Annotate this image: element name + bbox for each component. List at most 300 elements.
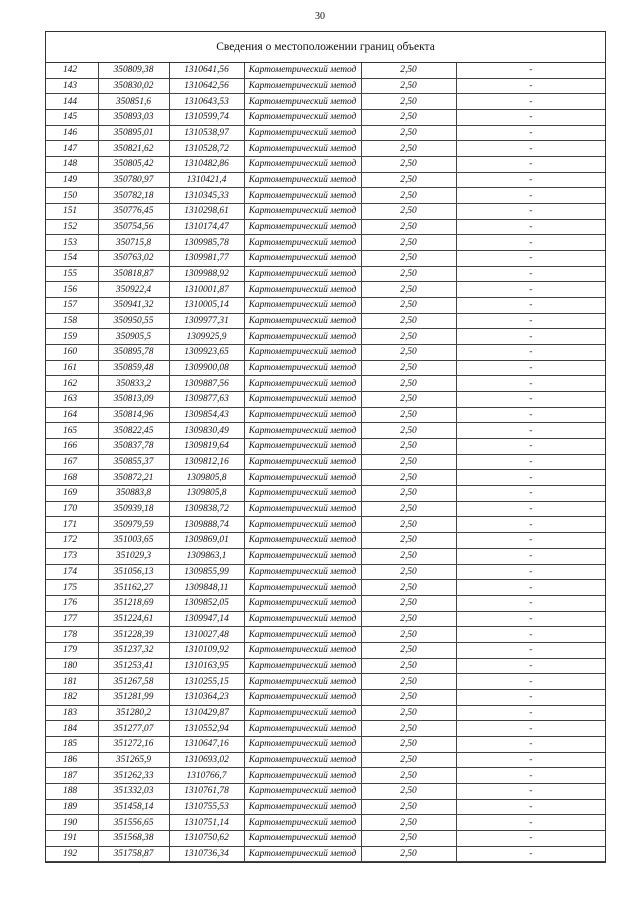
accuracy-cell: 2,50	[361, 721, 456, 737]
method-cell: Картометрический метод	[244, 345, 361, 361]
coordinate-y-cell: 1310482,86	[169, 157, 244, 173]
note-cell: -	[456, 172, 605, 188]
coordinate-x-cell: 350809,38	[98, 63, 169, 78]
accuracy-cell: 2,50	[361, 564, 456, 580]
note-cell: -	[456, 564, 605, 580]
note-cell: -	[456, 345, 605, 361]
coordinate-y-cell: 1310174,47	[169, 219, 244, 235]
coordinate-y-cell: 1309888,74	[169, 517, 244, 533]
accuracy-cell: 2,50	[361, 110, 456, 126]
table-row	[46, 266, 605, 282]
table-row	[46, 470, 605, 486]
coordinates-table	[46, 63, 605, 862]
table-row	[46, 674, 605, 690]
coordinate-x-cell: 351262,33	[98, 768, 169, 784]
coordinate-y-cell: 1310364,23	[169, 689, 244, 705]
coordinate-x-cell: 350855,37	[98, 454, 169, 470]
coordinate-y-cell: 1309805,8	[169, 486, 244, 502]
method-cell: Картометрический метод	[244, 282, 361, 298]
table-row	[46, 846, 605, 862]
coordinate-y-cell: 1310255,15	[169, 674, 244, 690]
coordinate-x-cell: 351253,41	[98, 658, 169, 674]
coordinate-x-cell: 350895,01	[98, 125, 169, 141]
method-cell: Картометрический метод	[244, 595, 361, 611]
note-cell: -	[456, 125, 605, 141]
point-number-cell: 168	[46, 470, 98, 486]
point-number-cell: 191	[46, 830, 98, 846]
table-row	[46, 172, 605, 188]
coordinate-y-cell: 1310755,53	[169, 799, 244, 815]
method-cell: Картометрический метод	[244, 188, 361, 204]
table-row	[46, 125, 605, 141]
point-number-cell: 171	[46, 517, 98, 533]
table-row	[46, 423, 605, 439]
accuracy-cell: 2,50	[361, 674, 456, 690]
table-row	[46, 548, 605, 564]
method-cell: Картометрический метод	[244, 439, 361, 455]
method-cell: Картометрический метод	[244, 846, 361, 862]
table-row	[46, 564, 605, 580]
coordinate-x-cell: 351332,03	[98, 783, 169, 799]
coordinate-x-cell: 350939,18	[98, 501, 169, 517]
note-cell: -	[456, 846, 605, 862]
note-cell: -	[456, 141, 605, 157]
method-cell: Картометрический метод	[244, 564, 361, 580]
coordinate-y-cell: 1309977,31	[169, 313, 244, 329]
accuracy-cell: 2,50	[361, 360, 456, 376]
coordinate-y-cell: 1310345,33	[169, 188, 244, 204]
coordinate-y-cell: 1309985,78	[169, 235, 244, 251]
coordinate-y-cell: 1310005,14	[169, 298, 244, 314]
point-number-cell: 174	[46, 564, 98, 580]
note-cell: -	[456, 689, 605, 705]
coordinate-y-cell: 1309877,63	[169, 392, 244, 408]
method-cell: Картометрический метод	[244, 392, 361, 408]
coordinate-y-cell: 1309855,99	[169, 564, 244, 580]
coordinate-y-cell: 1309819,64	[169, 439, 244, 455]
point-number-cell: 169	[46, 486, 98, 502]
point-number-cell: 156	[46, 282, 98, 298]
point-number-cell: 148	[46, 157, 98, 173]
note-cell: -	[456, 454, 605, 470]
note-cell: -	[456, 736, 605, 752]
point-number-cell: 163	[46, 392, 98, 408]
method-cell: Картометрический метод	[244, 141, 361, 157]
table-row	[46, 157, 605, 173]
coordinate-y-cell: 1310766,7	[169, 768, 244, 784]
coordinate-y-cell: 1310642,56	[169, 78, 244, 94]
accuracy-cell: 2,50	[361, 345, 456, 361]
note-cell: -	[456, 188, 605, 204]
note-cell: -	[456, 486, 605, 502]
coordinate-x-cell: 351237,32	[98, 642, 169, 658]
coordinate-x-cell: 351277,07	[98, 721, 169, 737]
coordinate-x-cell: 351218,69	[98, 595, 169, 611]
table-row	[46, 78, 605, 94]
point-number-cell: 142	[46, 63, 98, 78]
coordinate-y-cell: 1310001,87	[169, 282, 244, 298]
accuracy-cell: 2,50	[361, 188, 456, 204]
coordinate-x-cell: 351272,16	[98, 736, 169, 752]
coordinate-y-cell: 1309923,65	[169, 345, 244, 361]
coordinate-x-cell: 350893,03	[98, 110, 169, 126]
method-cell: Картометрический метод	[244, 533, 361, 549]
note-cell: -	[456, 768, 605, 784]
point-number-cell: 176	[46, 595, 98, 611]
note-cell: -	[456, 235, 605, 251]
coordinate-x-cell: 351228,39	[98, 627, 169, 643]
coordinate-x-cell: 350763,02	[98, 251, 169, 267]
accuracy-cell: 2,50	[361, 517, 456, 533]
coordinate-x-cell: 351003,65	[98, 533, 169, 549]
note-cell: -	[456, 611, 605, 627]
table-row	[46, 752, 605, 768]
coordinate-y-cell: 1310693,02	[169, 752, 244, 768]
point-number-cell: 155	[46, 266, 98, 282]
accuracy-cell: 2,50	[361, 815, 456, 831]
point-number-cell: 154	[46, 251, 98, 267]
table-row	[46, 329, 605, 345]
table-row	[46, 345, 605, 361]
point-number-cell: 144	[46, 94, 98, 110]
point-number-cell: 167	[46, 454, 98, 470]
point-number-cell: 170	[46, 501, 98, 517]
point-number-cell: 172	[46, 533, 98, 549]
coordinate-y-cell: 1309848,11	[169, 580, 244, 596]
note-cell: -	[456, 580, 605, 596]
note-cell: -	[456, 533, 605, 549]
method-cell: Картометрический метод	[244, 235, 361, 251]
accuracy-cell: 2,50	[361, 548, 456, 564]
point-number-cell: 185	[46, 736, 98, 752]
note-cell: -	[456, 517, 605, 533]
method-cell: Картометрический метод	[244, 329, 361, 345]
note-cell: -	[456, 674, 605, 690]
note-cell: -	[456, 251, 605, 267]
coordinate-x-cell: 350754,56	[98, 219, 169, 235]
table-row	[46, 783, 605, 799]
method-cell: Картометрический метод	[244, 157, 361, 173]
coordinate-x-cell: 350922,4	[98, 282, 169, 298]
note-cell: -	[456, 204, 605, 220]
method-cell: Картометрический метод	[244, 830, 361, 846]
coordinate-y-cell: 1309988,92	[169, 266, 244, 282]
accuracy-cell: 2,50	[361, 251, 456, 267]
table-row	[46, 768, 605, 784]
table-row	[46, 595, 605, 611]
accuracy-cell: 2,50	[361, 219, 456, 235]
note-cell: -	[456, 282, 605, 298]
page-number: 30	[315, 11, 325, 22]
point-number-cell: 178	[46, 627, 98, 643]
table-row	[46, 360, 605, 376]
method-cell: Картометрический метод	[244, 360, 361, 376]
table-row	[46, 235, 605, 251]
point-number-cell: 177	[46, 611, 98, 627]
coordinate-x-cell: 350782,18	[98, 188, 169, 204]
accuracy-cell: 2,50	[361, 172, 456, 188]
coordinate-y-cell: 1309900,08	[169, 360, 244, 376]
accuracy-cell: 2,50	[361, 298, 456, 314]
method-cell: Картометрический метод	[244, 298, 361, 314]
point-number-cell: 184	[46, 721, 98, 737]
accuracy-cell: 2,50	[361, 63, 456, 78]
accuracy-cell: 2,50	[361, 783, 456, 799]
method-cell: Картометрический метод	[244, 642, 361, 658]
point-number-cell: 175	[46, 580, 98, 596]
coordinate-y-cell: 1309854,43	[169, 407, 244, 423]
point-number-cell: 162	[46, 376, 98, 392]
accuracy-cell: 2,50	[361, 627, 456, 643]
coordinate-x-cell: 351162,27	[98, 580, 169, 596]
coordinate-y-cell: 1310109,92	[169, 642, 244, 658]
coordinate-y-cell: 1310298,61	[169, 204, 244, 220]
table-row	[46, 721, 605, 737]
accuracy-cell: 2,50	[361, 376, 456, 392]
table-row	[46, 454, 605, 470]
point-number-cell: 173	[46, 548, 98, 564]
coordinate-x-cell: 350833,2	[98, 376, 169, 392]
coordinate-y-cell: 1310751,14	[169, 815, 244, 831]
note-cell: -	[456, 595, 605, 611]
method-cell: Картометрический метод	[244, 172, 361, 188]
table-row	[46, 689, 605, 705]
method-cell: Картометрический метод	[244, 470, 361, 486]
accuracy-cell: 2,50	[361, 705, 456, 721]
table-row	[46, 376, 605, 392]
coordinate-x-cell: 350883,8	[98, 486, 169, 502]
point-number-cell: 187	[46, 768, 98, 784]
point-number-cell: 180	[46, 658, 98, 674]
method-cell: Картометрический метод	[244, 611, 361, 627]
accuracy-cell: 2,50	[361, 454, 456, 470]
note-cell: -	[456, 627, 605, 643]
note-cell: -	[456, 407, 605, 423]
table-row	[46, 580, 605, 596]
coordinate-y-cell: 1309838,72	[169, 501, 244, 517]
coordinate-y-cell: 1310528,72	[169, 141, 244, 157]
method-cell: Картометрический метод	[244, 627, 361, 643]
table-row	[46, 705, 605, 721]
note-cell: -	[456, 815, 605, 831]
coordinate-y-cell: 1310750,62	[169, 830, 244, 846]
point-number-cell: 188	[46, 783, 98, 799]
accuracy-cell: 2,50	[361, 94, 456, 110]
method-cell: Картометрический метод	[244, 251, 361, 267]
method-cell: Картометрический метод	[244, 219, 361, 235]
accuracy-cell: 2,50	[361, 799, 456, 815]
coordinate-y-cell: 1309981,77	[169, 251, 244, 267]
accuracy-cell: 2,50	[361, 157, 456, 173]
coordinate-x-cell: 351280,2	[98, 705, 169, 721]
coordinate-x-cell: 351224,61	[98, 611, 169, 627]
table-row	[46, 219, 605, 235]
method-cell: Картометрический метод	[244, 768, 361, 784]
table-row	[46, 141, 605, 157]
table-row	[46, 313, 605, 329]
method-cell: Картометрический метод	[244, 736, 361, 752]
accuracy-cell: 2,50	[361, 423, 456, 439]
coordinate-y-cell: 1309830,49	[169, 423, 244, 439]
point-number-cell: 150	[46, 188, 98, 204]
note-cell: -	[456, 219, 605, 235]
method-cell: Картометрический метод	[244, 752, 361, 768]
point-number-cell: 147	[46, 141, 98, 157]
point-number-cell: 143	[46, 78, 98, 94]
note-cell: -	[456, 360, 605, 376]
accuracy-cell: 2,50	[361, 642, 456, 658]
note-cell: -	[456, 94, 605, 110]
coordinate-x-cell: 350851,6	[98, 94, 169, 110]
accuracy-cell: 2,50	[361, 736, 456, 752]
table-row	[46, 439, 605, 455]
coordinate-x-cell: 350905,5	[98, 329, 169, 345]
point-number-cell: 159	[46, 329, 98, 345]
method-cell: Картометрический метод	[244, 689, 361, 705]
coordinate-x-cell: 351568,38	[98, 830, 169, 846]
point-number-cell: 179	[46, 642, 98, 658]
point-number-cell: 152	[46, 219, 98, 235]
coordinate-x-cell: 350872,21	[98, 470, 169, 486]
coordinate-y-cell: 1310429,87	[169, 705, 244, 721]
coordinate-x-cell: 350780,97	[98, 172, 169, 188]
table-row	[46, 251, 605, 267]
method-cell: Картометрический метод	[244, 486, 361, 502]
note-cell: -	[456, 376, 605, 392]
accuracy-cell: 2,50	[361, 768, 456, 784]
point-number-cell: 183	[46, 705, 98, 721]
point-number-cell: 192	[46, 846, 98, 862]
note-cell: -	[456, 799, 605, 815]
table-row	[46, 736, 605, 752]
note-cell: -	[456, 392, 605, 408]
coordinate-y-cell: 1310027,48	[169, 627, 244, 643]
coordinate-y-cell: 1309925,9	[169, 329, 244, 345]
accuracy-cell: 2,50	[361, 407, 456, 423]
coordinate-x-cell: 351556,65	[98, 815, 169, 831]
coordinate-x-cell: 350805,42	[98, 157, 169, 173]
method-cell: Картометрический метод	[244, 783, 361, 799]
point-number-cell: 181	[46, 674, 98, 690]
coordinate-y-cell: 1310421,4	[169, 172, 244, 188]
method-cell: Картометрический метод	[244, 376, 361, 392]
table-row	[46, 392, 605, 408]
method-cell: Картометрический метод	[244, 94, 361, 110]
point-number-cell: 149	[46, 172, 98, 188]
accuracy-cell: 2,50	[361, 846, 456, 862]
coordinate-x-cell: 350813,09	[98, 392, 169, 408]
accuracy-cell: 2,50	[361, 689, 456, 705]
accuracy-cell: 2,50	[361, 78, 456, 94]
coordinate-x-cell: 351281,99	[98, 689, 169, 705]
point-number-cell: 161	[46, 360, 98, 376]
table-row	[46, 63, 605, 78]
point-number-cell: 146	[46, 125, 98, 141]
coordinate-y-cell: 1309887,56	[169, 376, 244, 392]
accuracy-cell: 2,50	[361, 611, 456, 627]
coordinate-x-cell: 350715,8	[98, 235, 169, 251]
coordinate-x-cell: 351267,58	[98, 674, 169, 690]
point-number-cell: 166	[46, 439, 98, 455]
accuracy-cell: 2,50	[361, 470, 456, 486]
table-title: Сведения о местоположении границ объекта	[46, 32, 605, 63]
method-cell: Картометрический метод	[244, 517, 361, 533]
coordinate-y-cell: 1309812,16	[169, 454, 244, 470]
accuracy-cell: 2,50	[361, 658, 456, 674]
accuracy-cell: 2,50	[361, 204, 456, 220]
table-row	[46, 517, 605, 533]
table-row	[46, 501, 605, 517]
point-number-cell: 151	[46, 204, 98, 220]
note-cell: -	[456, 470, 605, 486]
accuracy-cell: 2,50	[361, 266, 456, 282]
coordinate-x-cell: 350776,45	[98, 204, 169, 220]
note-cell: -	[456, 548, 605, 564]
method-cell: Картометрический метод	[244, 313, 361, 329]
method-cell: Картометрический метод	[244, 548, 361, 564]
table-row	[46, 94, 605, 110]
method-cell: Картометрический метод	[244, 63, 361, 78]
note-cell: -	[456, 157, 605, 173]
point-number-cell: 157	[46, 298, 98, 314]
point-number-cell: 165	[46, 423, 98, 439]
method-cell: Картометрический метод	[244, 125, 361, 141]
coordinate-x-cell: 350941,32	[98, 298, 169, 314]
method-cell: Картометрический метод	[244, 78, 361, 94]
coordinate-y-cell: 1310647,16	[169, 736, 244, 752]
accuracy-cell: 2,50	[361, 533, 456, 549]
table-row	[46, 658, 605, 674]
table-row	[46, 110, 605, 126]
table-row	[46, 533, 605, 549]
accuracy-cell: 2,50	[361, 141, 456, 157]
note-cell: -	[456, 501, 605, 517]
coordinates-table-body	[46, 63, 605, 862]
coordinate-y-cell: 1310163,95	[169, 658, 244, 674]
note-cell: -	[456, 423, 605, 439]
table-row	[46, 486, 605, 502]
method-cell: Картометрический метод	[244, 423, 361, 439]
point-number-cell: 182	[46, 689, 98, 705]
coordinate-y-cell: 1310761,78	[169, 783, 244, 799]
table-row	[46, 815, 605, 831]
note-cell: -	[456, 783, 605, 799]
coordinate-x-cell: 350837,78	[98, 439, 169, 455]
method-cell: Картометрический метод	[244, 721, 361, 737]
note-cell: -	[456, 658, 605, 674]
coordinate-x-cell: 351758,87	[98, 846, 169, 862]
point-number-cell: 160	[46, 345, 98, 361]
coordinate-x-cell: 350814,96	[98, 407, 169, 423]
accuracy-cell: 2,50	[361, 595, 456, 611]
coordinate-y-cell: 1310538,97	[169, 125, 244, 141]
accuracy-cell: 2,50	[361, 486, 456, 502]
note-cell: -	[456, 266, 605, 282]
coordinate-x-cell: 350950,55	[98, 313, 169, 329]
method-cell: Картометрический метод	[244, 266, 361, 282]
accuracy-cell: 2,50	[361, 501, 456, 517]
point-number-cell: 145	[46, 110, 98, 126]
coordinate-x-cell: 350859,48	[98, 360, 169, 376]
method-cell: Картометрический метод	[244, 110, 361, 126]
coordinate-y-cell: 1310736,34	[169, 846, 244, 862]
method-cell: Картометрический метод	[244, 501, 361, 517]
note-cell: -	[456, 110, 605, 126]
note-cell: -	[456, 313, 605, 329]
accuracy-cell: 2,50	[361, 282, 456, 298]
note-cell: -	[456, 642, 605, 658]
method-cell: Картометрический метод	[244, 705, 361, 721]
